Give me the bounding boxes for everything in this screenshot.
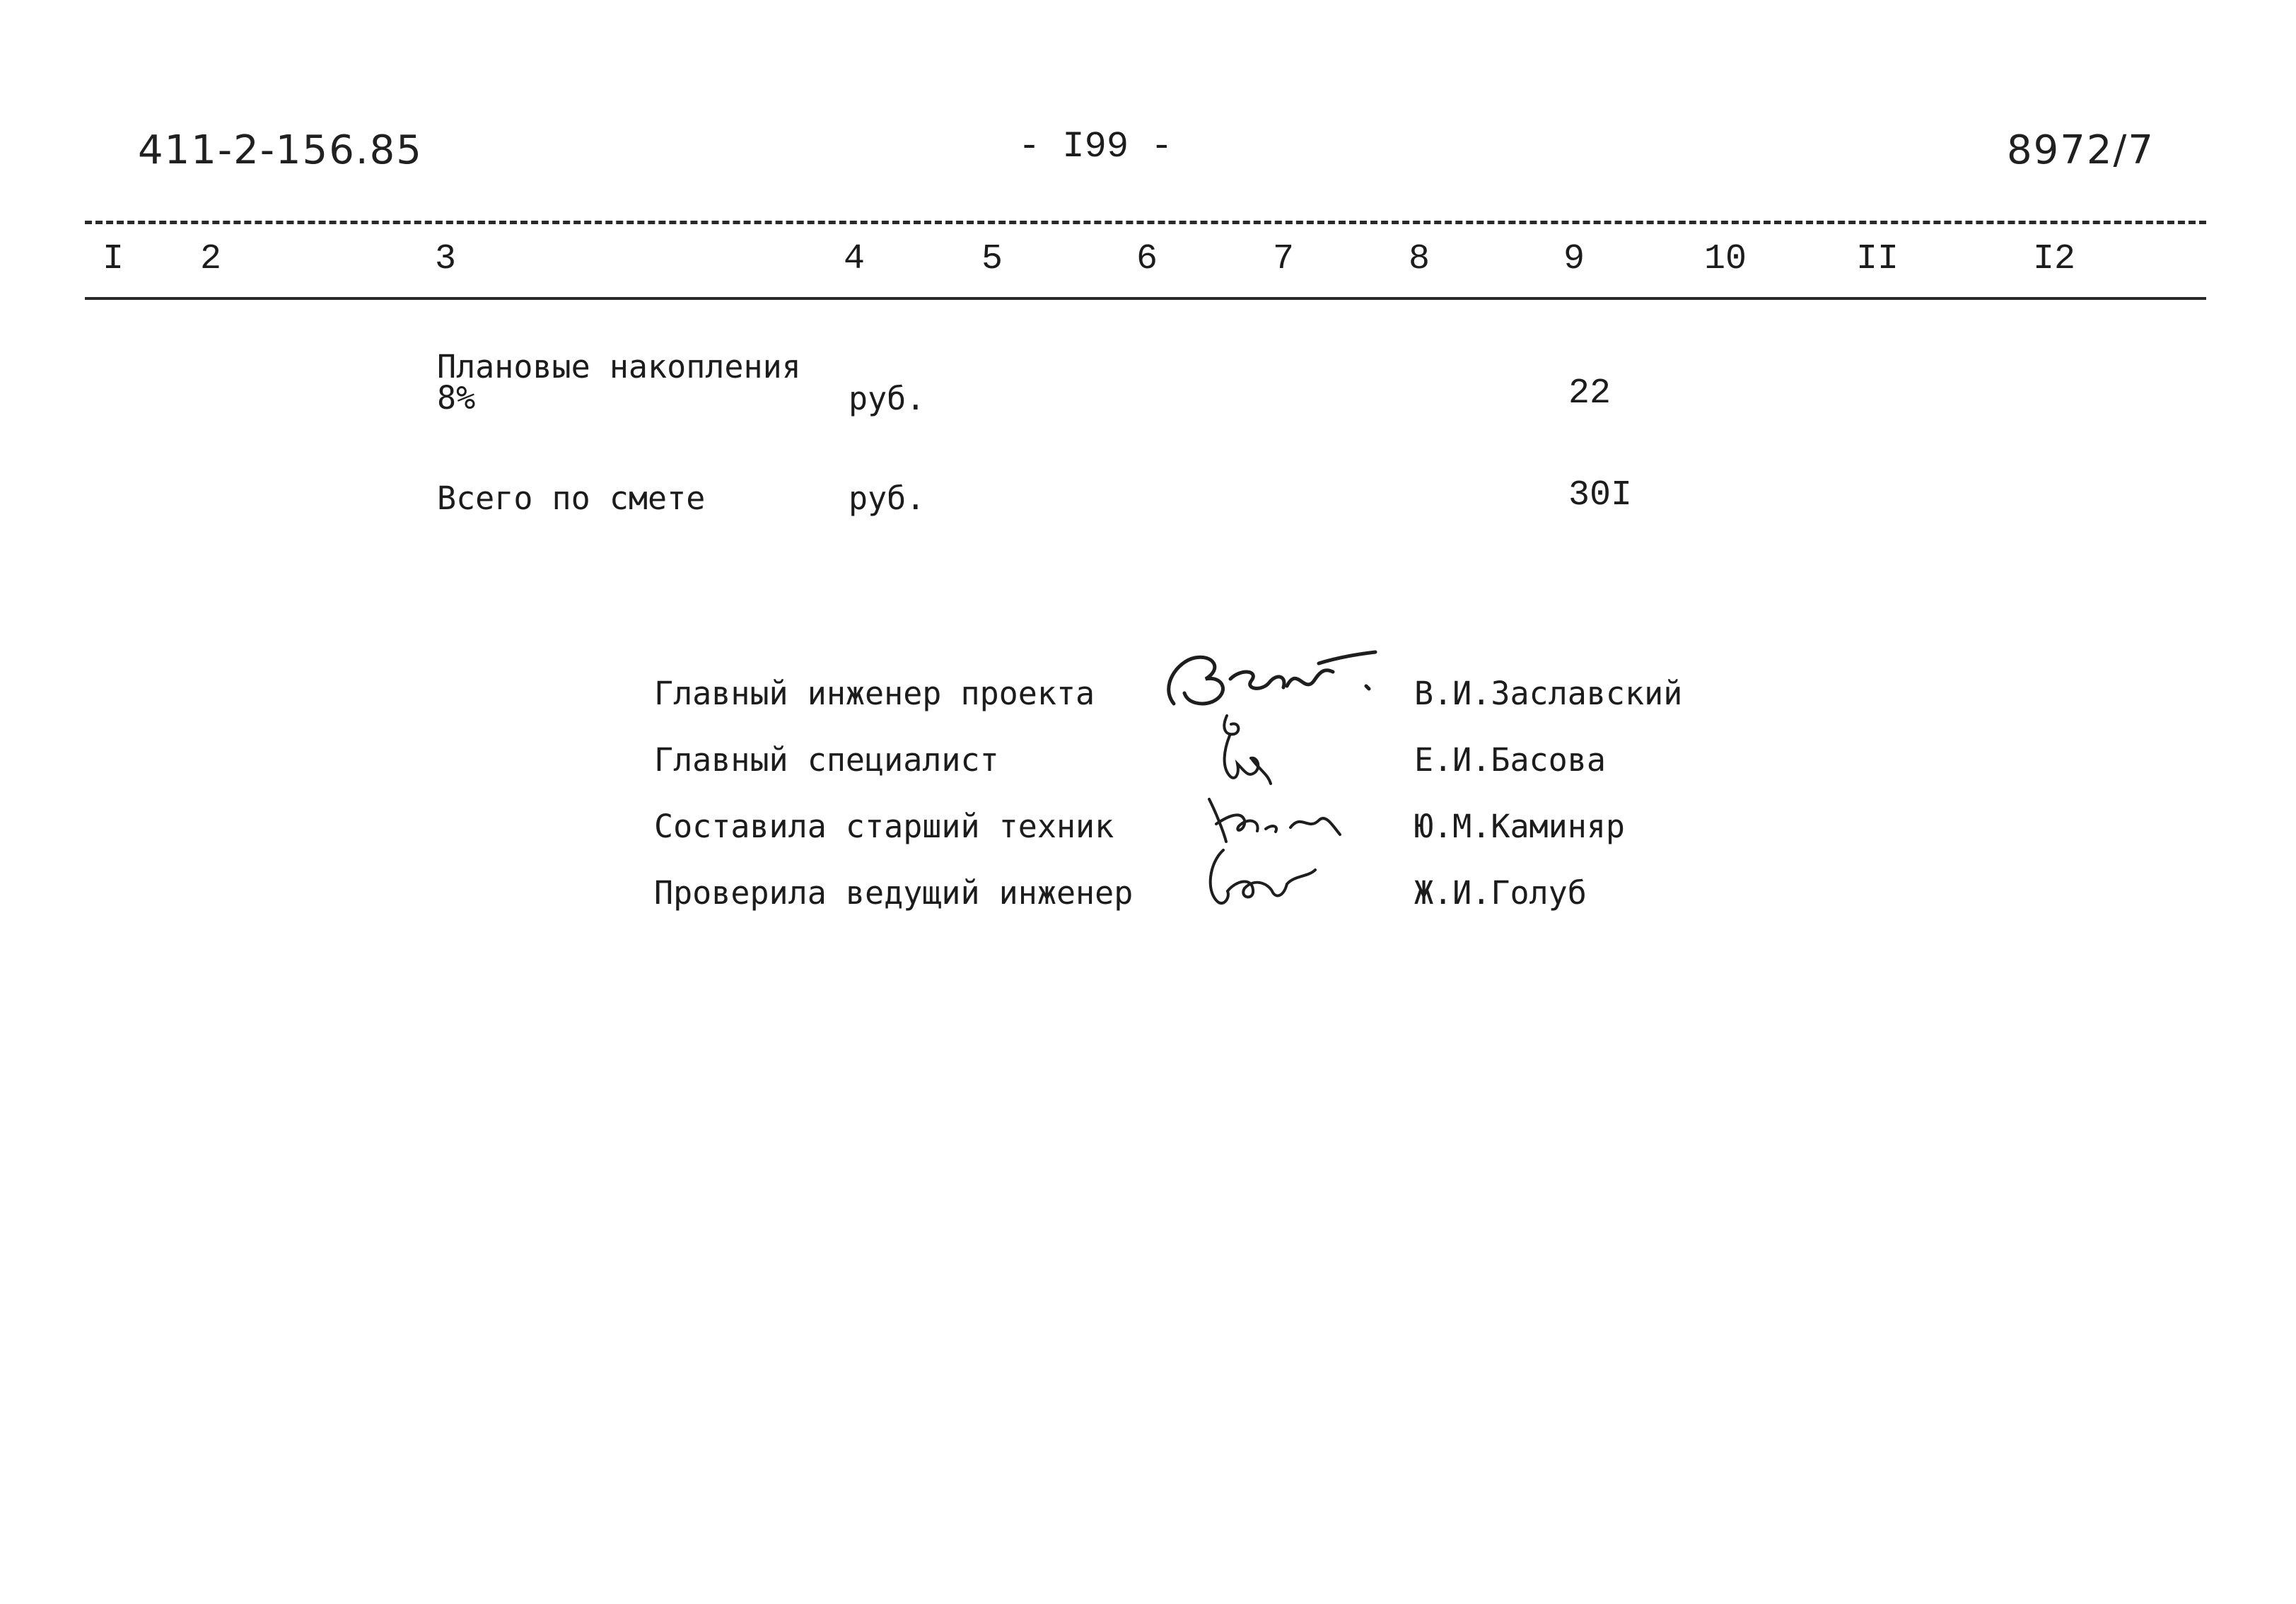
signatory-position: Главный специалист: [654, 741, 999, 779]
column-number: 9: [1563, 239, 1585, 279]
column-number: 6: [1136, 239, 1158, 279]
column-number: 2: [199, 239, 221, 279]
document-number: 8972/7: [2007, 127, 2155, 173]
column-number: II: [1855, 239, 1899, 279]
signatory-name: В.И.Заславский: [1414, 675, 1683, 712]
column-number: 7: [1272, 239, 1294, 279]
signatory-position: Составила старший техник: [654, 808, 1114, 845]
row-value: 22: [1568, 373, 1612, 414]
signatory-position: Проверила ведущий инженер: [654, 874, 1134, 912]
column-number: 10: [1703, 239, 1747, 279]
handwritten-signature: [1195, 792, 1358, 849]
row-value: 30I: [1568, 475, 1633, 516]
handwritten-signature: [1206, 707, 1290, 792]
page-number: - I99 -: [1018, 126, 1173, 168]
row-unit: руб.: [849, 480, 926, 517]
row-name-percent: 8%: [437, 379, 476, 417]
column-number: I2: [2032, 239, 2075, 279]
column-number: 8: [1408, 239, 1430, 279]
row-name: Всего по смете: [437, 480, 706, 517]
signatory-position: Главный инженер проекта: [654, 675, 1095, 712]
signatory-name: Ж.И.Голуб: [1414, 874, 1587, 912]
column-number: 4: [843, 239, 865, 279]
column-number: I: [102, 239, 124, 279]
table-top-rule: [85, 221, 2206, 224]
row-unit: руб.: [849, 380, 926, 417]
column-number: 3: [434, 239, 456, 279]
signatory-name: Ю.М.Каминяр: [1414, 808, 1626, 845]
signatory-name: Е.И.Басова: [1414, 741, 1606, 779]
table-header-bottom-rule: [85, 297, 2206, 300]
column-number: 5: [981, 239, 1003, 279]
handwritten-signature: [1202, 842, 1322, 912]
document-code: 411-2-156.85: [138, 127, 423, 173]
row-name: Плановые накопления: [437, 348, 801, 385]
